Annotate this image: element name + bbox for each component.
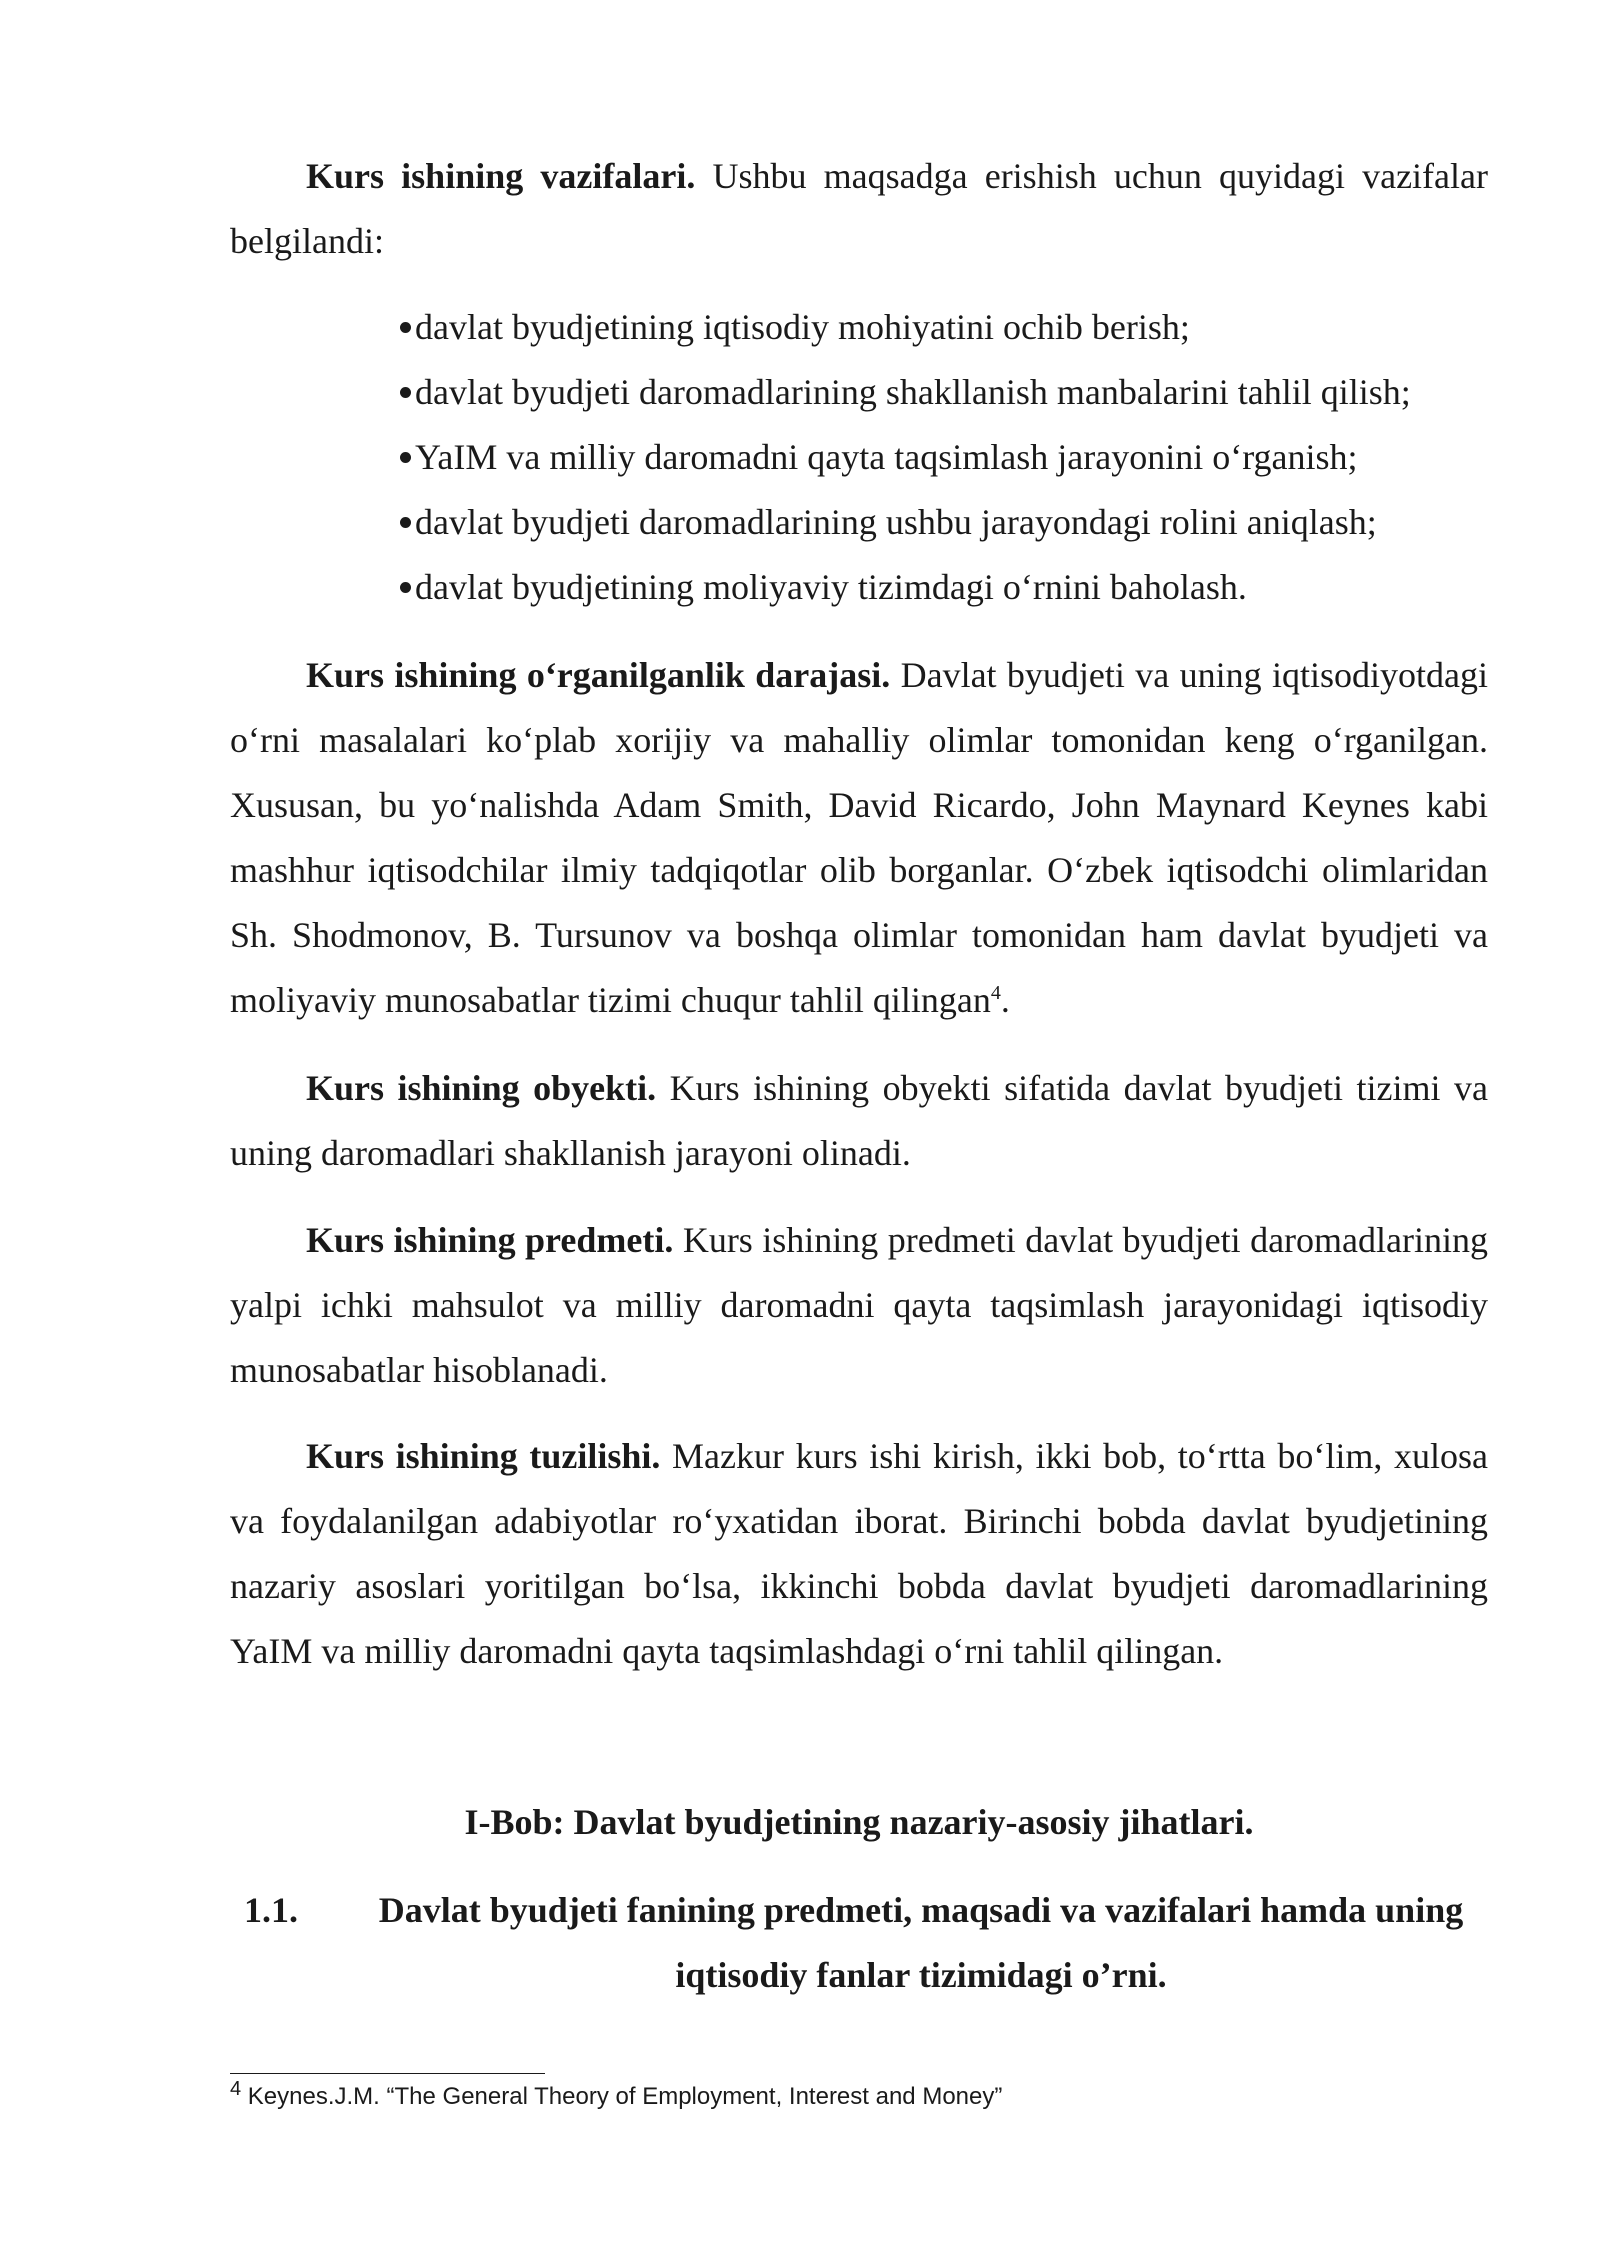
paragraph-end: . bbox=[1000, 980, 1010, 1020]
paragraph-title: Kurs ishining obyekti. bbox=[306, 1068, 657, 1108]
paragraph-tuzilishi bbox=[230, 1424, 1488, 1684]
footnote-text: Keynes.J.M. “The General Theory of Employment, Interest and Money” bbox=[241, 2083, 1003, 2110]
footnote bbox=[230, 2080, 1002, 2114]
paragraph-text: Mazkur kurs ishi kirish, ikki bob, to‘rtta bo‘lim, xulosa va foydalanilgan adabiyotlar ro‘yxatidan iborat. Birinchi bobda davlat byudjetining nazariy asoslari yoritilgan bo‘lsa, ikkinchi bobda davlat byudjeti daromadlarining YaIM va milliy daromadni qayta taqsimlashdagi o‘rni tahlil qilingan. bbox=[230, 1436, 1488, 1671]
list-item bbox=[400, 555, 1411, 620]
paragraph-vazifalar bbox=[230, 144, 1488, 274]
paragraph-text: Kurs ishining predmeti davlat byudjeti daromadlarining yalpi ichki mahsulot va milliy daromadni qayta taqsimlash jarayonidagi iqtisodiy munosabatlar hisoblanadi. bbox=[230, 1220, 1488, 1390]
list-item bbox=[400, 425, 1411, 490]
paragraph-text: Davlat byudjeti va uning iqtisodiyotdagi o‘rni masalalari ko‘plab xorijiy va mahalliy olimlar tomonidan keng o‘rganilgan. Xususan, bu yo‘nalishda Adam Smith, David Ricardo, John Maynard Keynes kabi mashhur iqtisodchilar ilmiy tadqiqotlar olib borganlar. O‘zbek iqtisodchi olimlaridan Sh. Shodmonov, B. Tursunov va boshqa olimlar tomonidan ham davlat byudjeti va moliyaviy munosabatlar tizimi chuqur tahlil qilingan bbox=[230, 655, 1488, 1020]
paragraph-predmet bbox=[230, 1208, 1488, 1403]
footnote-separator bbox=[230, 2073, 545, 2074]
bullet-icon bbox=[400, 517, 411, 528]
section-number: 1.1. bbox=[244, 1890, 298, 1930]
paragraph-obyekt bbox=[230, 1056, 1488, 1186]
footnote-number: 4 bbox=[230, 2078, 242, 2100]
bullet-icon bbox=[400, 452, 411, 463]
list-item-text: davlat byudjetining iqtisodiy mohiyatini ochib berish; bbox=[415, 307, 1190, 347]
list-item-text: YaIM va milliy daromadni qayta taqsimlash jarayonini o‘rganish; bbox=[415, 437, 1358, 477]
section-heading bbox=[230, 1878, 1488, 2008]
paragraph-title: Kurs ishining predmeti. bbox=[306, 1220, 674, 1260]
chapter-heading: I-Bob: Davlat byudjetining nazariy-asosiy jihatlari. bbox=[464, 1802, 1254, 1842]
bullet-icon bbox=[400, 387, 411, 398]
task-list bbox=[400, 295, 1411, 620]
footnote-reference[interactable]: 4 bbox=[990, 982, 1001, 1004]
list-item-text: davlat byudjeti daromadlarining ushbu jarayondagi rolini aniqlash; bbox=[415, 502, 1377, 542]
bullet-icon bbox=[400, 582, 411, 593]
paragraph-organilganlik bbox=[230, 643, 1488, 1033]
list-item bbox=[400, 295, 1411, 360]
list-item-text: davlat byudjeti daromadlarining shakllanish manbalarini tahlil qilish; bbox=[415, 372, 1411, 412]
paragraph-text: Kurs ishining obyekti sifatida davlat byudjeti tizimi va uning daromadlari shakllanish jarayoni olinadi. bbox=[230, 1068, 1488, 1173]
list-item-text: davlat byudjetining moliyaviy tizimdagi o‘rnini baholash. bbox=[415, 567, 1247, 607]
section-title: Davlat byudjeti fanining predmeti, maqsadi va vazifalari hamda uning iqtisodiy fanlar tizimidagi o’rni. bbox=[378, 1890, 1464, 1995]
list-item bbox=[400, 490, 1411, 555]
paragraph-title: Kurs ishining tuzilishi. bbox=[306, 1436, 661, 1476]
paragraph-title: Kurs ishining o‘rganilganlik darajasi. bbox=[306, 655, 891, 695]
paragraph-text: Ushbu maqsadga erishish uchun quyidagi vazifalar belgilandi: bbox=[230, 156, 1488, 261]
paragraph-title: Kurs ishining vazifalari. bbox=[306, 156, 696, 196]
bullet-icon bbox=[400, 322, 411, 333]
list-item bbox=[400, 360, 1411, 425]
